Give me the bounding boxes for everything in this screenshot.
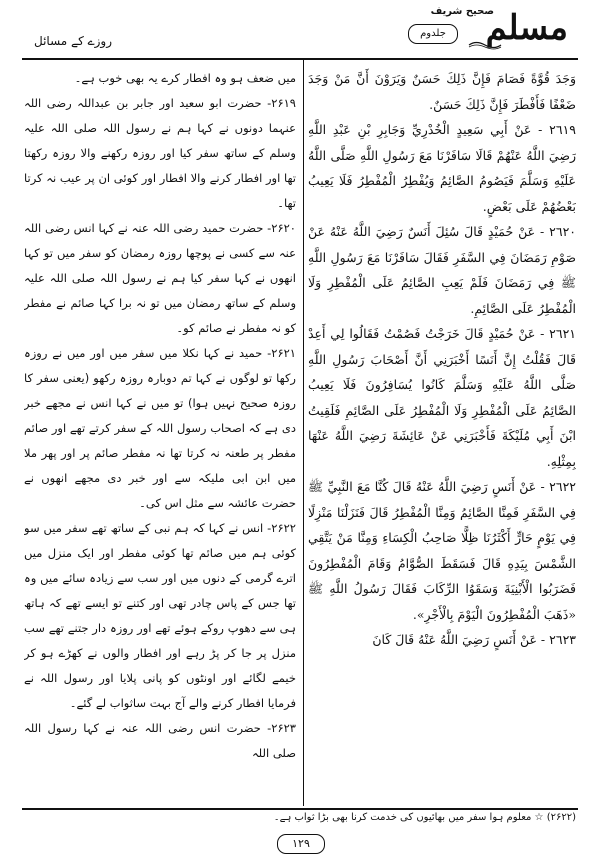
running-title: روزے کے مسائل (34, 34, 113, 48)
arabic-hadith-2622: ٢٦٢٢ - عَنْ أَنَسٍ رَضِيَ اللَّهُ عَنْهُ قَالَ كُنَّا مَعَ النَّبِيِّ ﷺ فِي السَّفَرِ فَمِنَّا الصَّائِمُ وَمِنَّا الْمُفْطِرُ قَالَ فَنَزَلْنَا مَنْزِلًا فِي يَوْمٍ حَارٍّ أَكْثَرُنَا ظِلًّا صَاحِبُ الْكِسَاءِ وَمِنَّا مَنْ يَتَّقِي الشَّمْسَ بِيَدِهِ قَالَ فَسَقَطَ الصُّوَّامُ وَقَامَ الْمُفْطِرُونَ فَضَرَبُوا الْأَبْنِيَةَ وَسَقَوُا الرِّكَابَ فَقَالَ رَسُولُ اللَّهِ ﷺ «ذَهَبَ الْمُفْطِرُونَ الْيَوْمَ بِالْأَجْرِ». (308, 479, 576, 622)
page-number: ۱۲۹ (277, 834, 325, 854)
logo-ornament-icon (468, 40, 502, 50)
footnote: (۲۶۲۲) ☆ معلوم ہوا سفر میں بھائیوں کی خدمت کرنا بھی بڑا ثواب ہے۔ (273, 812, 576, 823)
arabic-paragraph: وَجَدَ قُوَّةً فَصَامَ فَإِنَّ ذَلِكَ حَسَنٌ وَيَرَوْنَ أَنَّ مَنْ وَجَدَ ضَعْفًا فَأَفْطَرَ فَإِنَّ ذَلِكَ حَسَنٌ. (308, 71, 576, 112)
page-header (18, 8, 582, 56)
urdu-hadith-2622: ۲۶۲۲- انس نے کہا کہ ہم نبی کے ساتھ تھے سفر میں سو کوئی ہم میں صائم تھا کوئی مفطر اور ایک منزل میں اترے گرمی کے دنوں میں اور سب سے زیادہ سائے میں وہ تھا جس کے پاس چادر تھی اور کتنے تو ایسے تھے کہ ہاتھ ہی سے دھوپ روکے ہوئے تھے اور روزہ دار جتنے تھے سب منزل پر جا کر پڑ رہے اور افطار والوں نے کھڑے ہو کر خیمے لگائے اور اونٹوں کو پانی پلایا اور رسول اللہ نے فرمایا افطار کرنے والے آج بہت ساثواب لے گئے۔ (24, 521, 296, 710)
urdu-column (24, 66, 296, 806)
column-divider (303, 60, 304, 806)
urdu-hadith-2620: ۲۶۲۰- حضرت حمید رضی اللہ عنہ نے کہا انس رضی اللہ عنہ سے کسی نے پوچھا روزہ رمضان کو سفر میں تو کہا انھوں نے کہا سفر کیا ہم نے رسول اللہ صلی اللہ علیہ وسلم کے ساتھ رمضان میں تو نہ برا کہا صائم نے مفطر کو نہ مفطر نے صائم کو۔ (24, 221, 296, 335)
urdu-hadith-2623: ۲۶۲۳- حضرت انس رضی اللہ عنہ نے کہا رسول اللہ صلی اللہ (24, 721, 296, 760)
arabic-hadith-2621: ٢٦٢١ - عَنْ حُمَيْدٍ قَالَ خَرَجْتُ فَصُمْتُ فَقَالُوا لِي أَعِدْ قَالَ فَقُلْتُ إِنَّ أَنَسًا أَخْبَرَنِي أَنَّ أَصْحَابَ رَسُولِ اللَّهِ صَلَّى اللَّهُ عَلَيْهِ وَسَلَّمَ كَانُوا يُسَافِرُونَ فَلَا يَعِيبُ الصَّائِمُ عَلَى الْمُفْطِرِ وَلَا الْمُفْطِرُ عَلَى الصَّائِمِ فَلَقِيتُ ابْنَ أَبِي مُلَيْكَةَ فَأَخْبَرَنِي عَنْ عَائِشَةَ رَضِيَ اللَّهُ عَنْهَا بِمِثْلِهِ. (308, 326, 576, 469)
arabic-hadith-2623: ٢٦٢٣ - عَنْ أَنَسٍ رَضِيَ اللَّهُ عَنْهُ قَالَ كَانَ (372, 632, 576, 647)
urdu-paragraph: میں ضعف ہو وہ افطار کرے یہ بھی خوب ہے۔ (74, 71, 296, 85)
logo-main: مسلم (485, 8, 568, 48)
urdu-hadith-2619: ۲۶۱۹- حضرت ابو سعید اور جابر بن عبداللہ رضی اللہ عنہما دونوں نے کہا ہم نے رسول اللہ صلی اللہ علیہ وسلم کے ساتھ سفر کیا اور روزہ رکھنے والا روزہ رکھتا تھا اور افطار کرنے والا افطار اور کوئی ان پر عیب نہ کرتا تھا۔ (24, 96, 296, 210)
arabic-hadith-2620: ٢٦٢٠ - عَنْ حُمَيْدٍ قَالَ سُئِلَ أَنَسٌ رَضِيَ اللَّهُ عَنْهُ عَنْ صَوْمِ رَمَضَانَ فِي السَّفَرِ فَقَالَ سَافَرْنَا مَعَ رَسُولِ اللَّهِ ﷺ فِي رَمَضَانَ فَلَمْ يَعِبِ الصَّائِمُ عَلَى الْمُفْطِرِ وَلَا الْمُفْطِرُ عَلَى الصَّائِمِ. (308, 224, 576, 316)
footnote-rule (22, 808, 578, 810)
urdu-hadith-2621: ۲۶۲۱- حمید نے کہا نکلا میں سفر میں اور میں نے روزہ رکھا تو لوگوں نے کہا تم دوبارہ روزہ رکھو (یعنی سفر کا روزہ صحیح نہیں ہوا) تو میں نے کہا انس نے مجھے خبر دی ہے کہ اصحاب رسول اللہ کے سفر کرتے تھے اور صائم مفطر پر طعنہ نہ کرتا تھا نہ مفطر صائم پر اور پھر ملا میں ابن ابی ملیکہ سے اور خبر دی مجھے انھوں نے حضرت عائشہ سے مثل اس کی۔ (24, 346, 296, 510)
logo-small: صحیح شریف (430, 6, 494, 17)
arabic-hadith-2619: ٢٦١٩ - عَنْ أَبِي سَعِيدٍ الْخُدْرِيِّ وَجَابِرِ بْنِ عَبْدِ اللَّهِ رَضِيَ اللَّهُ عَنْهُمْ قَالَا سَافَرْنَا مَعَ رَسُولِ اللَّهِ صَلَّى اللَّهُ عَلَيْهِ وَسَلَّمَ فَيَصُومُ الصَّائِمُ وَيُفْطِرُ الْمُفْطِرُ فَلَا يَعِيبُ بَعْضُهُمْ عَلَى بَعْضٍ. (308, 122, 576, 214)
book-logo (368, 6, 568, 54)
header-rule (22, 58, 578, 60)
arabic-column (308, 66, 576, 806)
volume-badge: جلدوم (408, 24, 458, 44)
